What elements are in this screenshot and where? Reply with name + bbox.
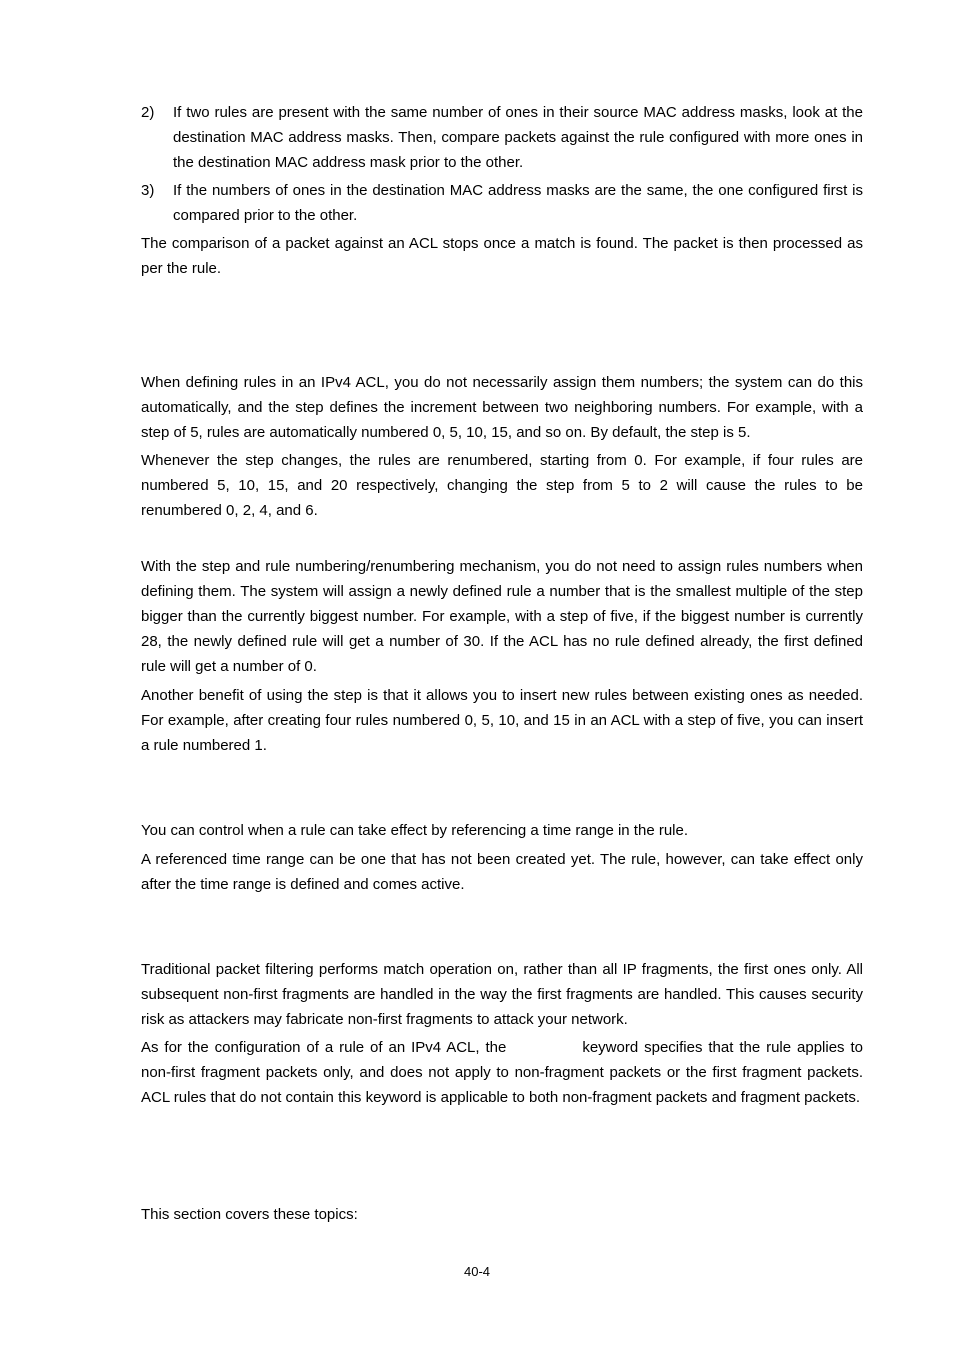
paragraph-step-renumber: Whenever the step changes, the rules are renumbered, starting from 0. For example, if four rules are numbered 5, 10, 15, and 20 respectively, changing the step from 5 to 2 will cause the rules to be renumbered 0, 2, 4, and 6. [141, 452, 863, 519]
paragraph-fragment-keyword [141, 1035, 863, 1110]
list-item [141, 100, 863, 175]
paragraph-step-benefit-insert: Another benefit of using the step is that it allows you to insert new rules between existing ones as needed. For example, after creating four rules numbered 0, 5, 10, and 15 in an ACL with a step of five, you can insert a rule numbered 1. [141, 687, 863, 754]
paragraph-step-definition: When defining rules in an IPv4 ACL, you do not necessarily assign them numbers; the system can do this automatically, and the step defines the increment between two neighboring numbers. For example, with a step of 5, rules are automatically numbered 0, 5, 10, 15, and so on. By default, the step is 5. [141, 374, 863, 441]
paragraph-fragment-keyword-lead: As for the configuration of a rule of an IPv4 ACL, the [141, 1039, 507, 1056]
paragraph-time-range-reference: A referenced time range can be one that has not been created yet. The rule, however, can take effect only after the time range is defined and comes active. [141, 851, 863, 893]
page-number: 40-4 [463, 1264, 491, 1279]
paragraph-fragment-filtering: Traditional packet filtering performs match operation on, rather than all IP fragments, the first ones only. All subsequent non-first fragments are handled in the way the first fragments are handled. This causes security risk as attackers may fabricate non-first fragments to attack your network. [141, 961, 863, 1028]
paragraph-fragment-keyword-rest: keyword specifies that the rule applies to non-first fragment packets only, and does not apply to non-fragment packets or the first fragment packets. ACL rules that do not contain this keyword is applicable to both non-fragment packets and fragment packets. [141, 1039, 863, 1106]
list-item [141, 178, 863, 228]
paragraph-time-range-control: You can control when a rule can take effect by referencing a time range in the rule. [141, 822, 689, 839]
list-item-text: If the numbers of ones in the destination MAC address masks are the same, the one configured first is compared prior to the other. [173, 182, 863, 224]
paragraph-match-stop: The comparison of a packet against an ACL stops once a match is found. The packet is then processed as per the rule. [141, 235, 863, 277]
list-item-text: If two rules are present with the same number of ones in their source MAC address masks, look at the destination MAC address masks. Then, compare packets against the rule configured with more ones in the destination MAC address mask prior to the other. [173, 104, 863, 171]
paragraph-section-topics: This section covers these topics: [141, 1206, 358, 1223]
paragraph-step-benefit-numbering: With the step and rule numbering/renumbering mechanism, you do not need to assign rules numbers when defining them. The system will assign a newly defined rule a number that is the smallest multiple of the step bigger than the currently biggest number. For example, with a step of five, if the biggest number is currently 28, the newly defined rule will get a number of 30. If the ACL has no rule defined already, the first defined rule will get a number of 0. [141, 558, 863, 675]
list-item-number: 3) [141, 182, 155, 199]
list-item-number: 2) [141, 104, 155, 121]
